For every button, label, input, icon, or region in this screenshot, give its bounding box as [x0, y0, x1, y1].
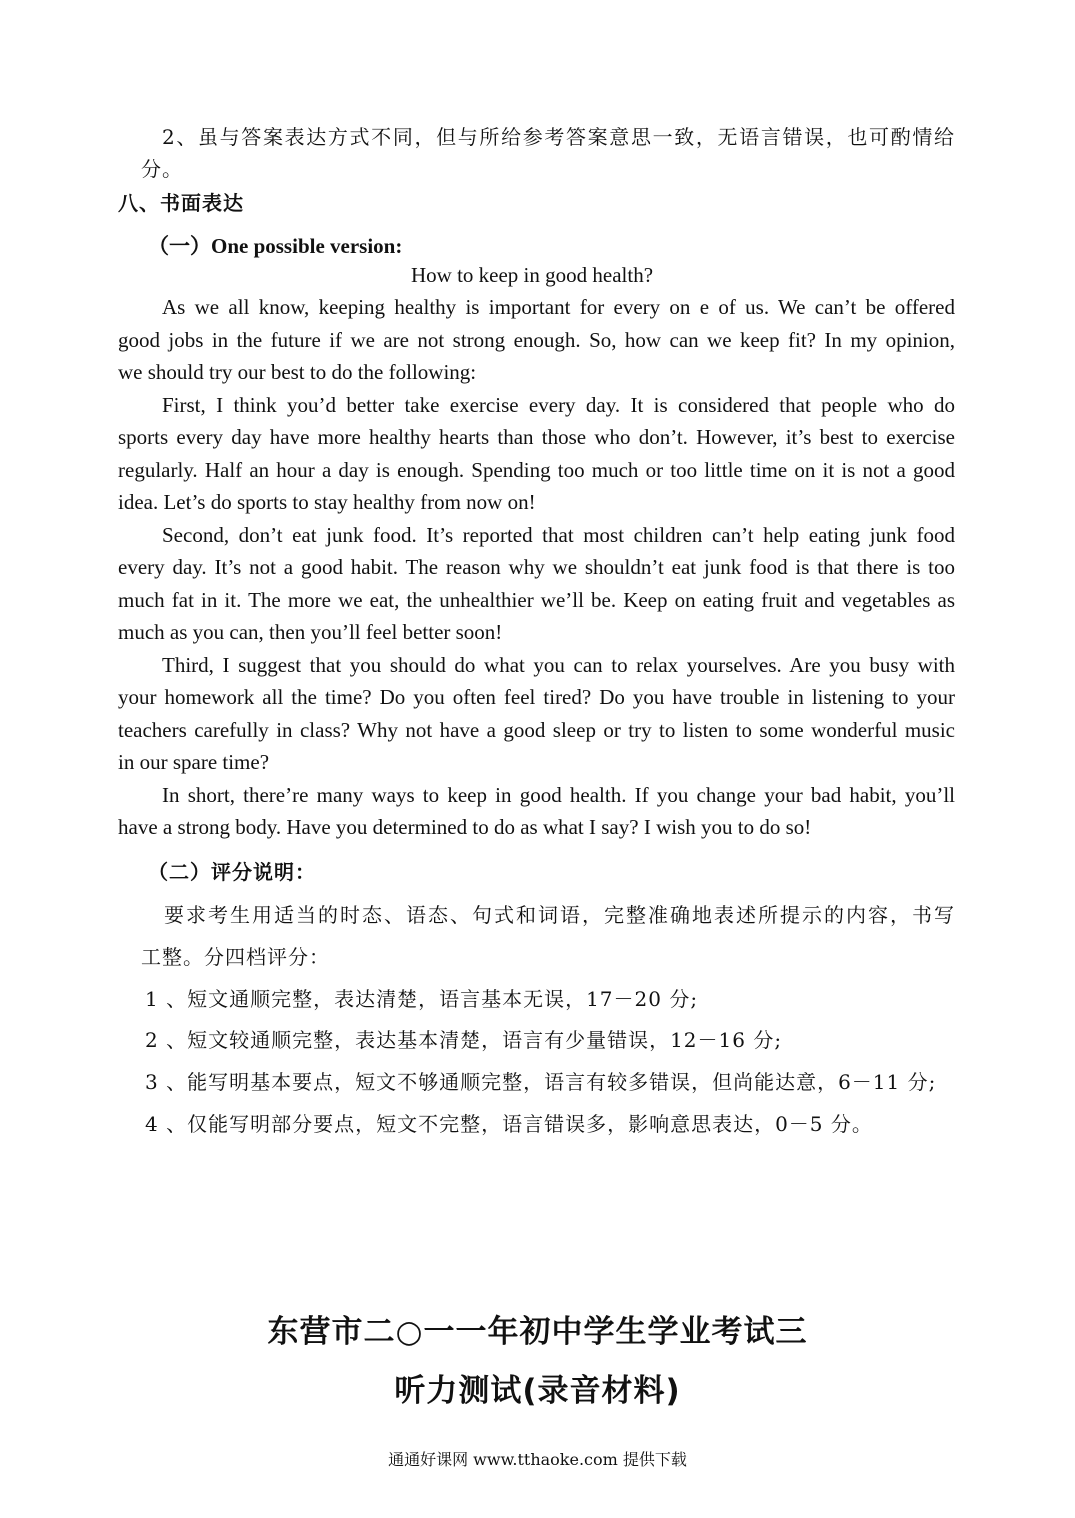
- footer-credit: 通通好课网 www.tthaoke.com 提供下载: [388, 1450, 687, 1469]
- part2-label: （二）评分说明：: [148, 860, 316, 884]
- essay-line: idea. Let’s do sports to stay healthy from now on!: [118, 490, 536, 514]
- essay-line: First, I think you’d better take exercise every day. It is considered that people who do: [162, 393, 955, 417]
- scoring-intro-line1: 要求考生用适当的时态、语态、句式和词语，完整准确地表述所提示的内容，书写: [164, 903, 955, 927]
- essay-line: every day. It’s not a good habit. The reason why we shouldn’t eat junk food is that there is too: [118, 555, 955, 579]
- essay-line: your homework all the time? Do you often feel tired? Do you have trouble in listening to your: [118, 685, 955, 709]
- part1-label: （一）One possible version:: [148, 234, 403, 258]
- scoring-note-2-line2: 分。: [141, 157, 183, 181]
- essay-line: much fat in it. The more we eat, the unhealthier we’ll be. Keep on eating fruit and vegetables as: [118, 588, 955, 612]
- section-heading: 八、书面表达: [118, 191, 244, 215]
- grade-item: 3 、能写明基本要点，短文不够通顺完整，语言有较多错误，但尚能达意，6－11 分;: [145, 1070, 937, 1094]
- scoring-note-2-line1: 2、虽与答案表达方式不同，但与所给参考答案意思一致，无语言错误，也可酌情给: [162, 125, 955, 149]
- essay-line: much as you can, then you’ll feel better soon!: [118, 620, 503, 644]
- grade-item: 2 、短文较通顺完整，表达基本清楚，语言有少量错误，12－16 分;: [145, 1028, 783, 1052]
- essay-line: have a strong body. Have you determined to do as what I say? I wish you to do so!: [118, 815, 812, 839]
- grade-item: 4 、仅能写明部分要点，短文不完整，语言错误多，影响意思表达，0－5 分。: [145, 1112, 873, 1136]
- essay-line: sports every day have more healthy hearts than those who don’t. However, it’s best to exercise: [118, 425, 955, 449]
- grade-item: 1 、短文通顺完整，表达清楚，语言基本无误，17－20 分;: [145, 987, 699, 1011]
- exam-subtitle: 听力测试(录音材料): [394, 1373, 681, 1409]
- essay-line: As we all know, keeping healthy is important for every on e of us. We can’t be offered: [162, 295, 955, 319]
- essay-line: we should try our best to do the following:: [118, 360, 477, 384]
- scoring-intro-line2: 工整。分四档评分：: [141, 945, 330, 969]
- exam-title: 东营市二○一一年初中学生学业考试三: [267, 1314, 808, 1350]
- essay-line: Third, I suggest that you should do what you can to relax yourselves. Are you busy with: [162, 653, 955, 677]
- essay-line: regularly. Half an hour a day is enough. Spending too much or too little time on it is not a good: [118, 458, 955, 482]
- essay-line: teachers carefully in class? Why not have a good sleep or try to listen to some wonderful music: [118, 718, 955, 742]
- essay-title: How to keep in good health?: [411, 263, 654, 287]
- essay-line: Second, don’t eat junk food. It’s reported that most children can’t help eating junk food: [162, 523, 955, 547]
- essay-line: In short, there’re many ways to keep in good health. If you change your bad habit, you’ll: [162, 783, 955, 807]
- essay-line: good jobs in the future if we are not strong enough. So, how can we keep fit? In my opinion,: [118, 328, 955, 352]
- essay-line: in our spare time?: [118, 750, 270, 774]
